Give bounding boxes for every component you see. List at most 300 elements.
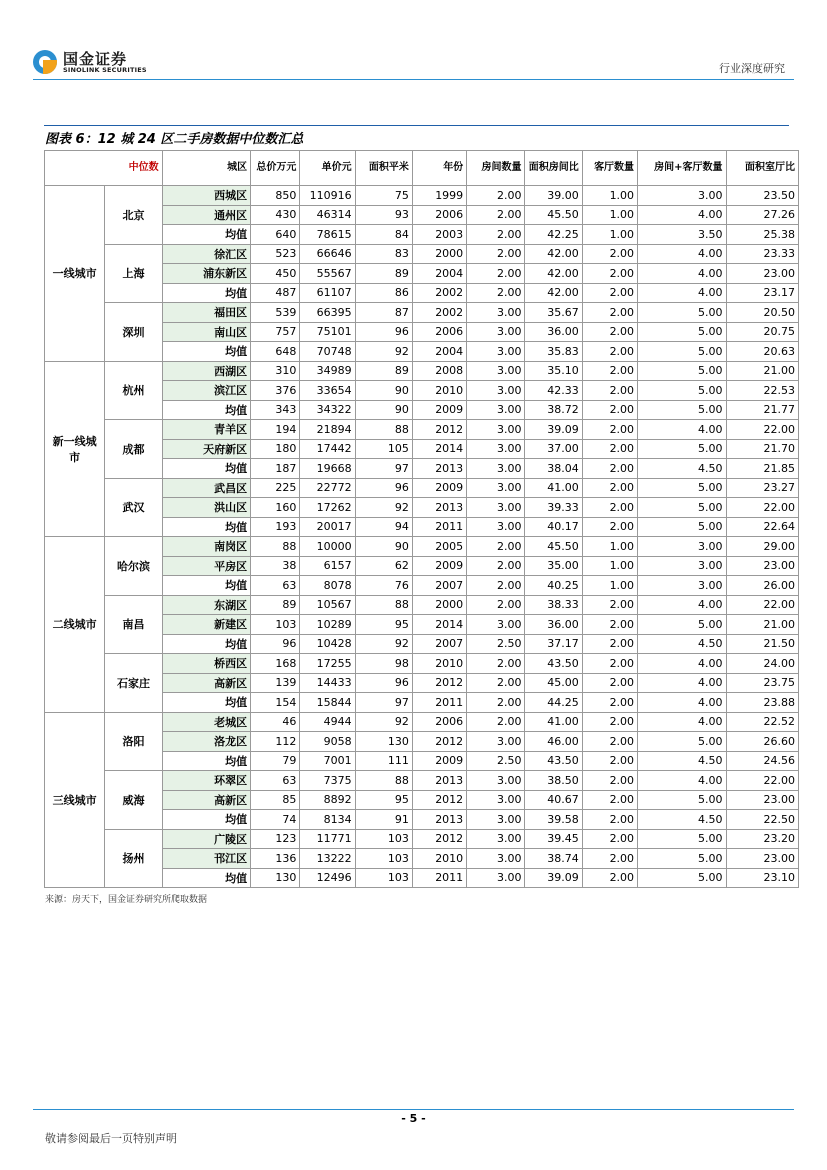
value-cell: 2.00 [582, 342, 637, 362]
table-row [45, 771, 799, 791]
value-cell: 2011 [412, 693, 466, 713]
value-cell: 2004 [412, 342, 466, 362]
header-total-price: 总价万元 [251, 151, 300, 186]
value-cell: 3.00 [467, 498, 525, 518]
value-cell: 36.00 [525, 322, 582, 342]
header-unit-price: 单价元 [300, 151, 355, 186]
value-cell: 4.00 [638, 595, 726, 615]
value-cell: 42.00 [525, 244, 582, 264]
district-cell: 邗江区 [162, 849, 250, 869]
district-cell: 西湖区 [162, 361, 250, 381]
table-row [45, 361, 799, 381]
value-cell: 2002 [412, 283, 466, 303]
value-cell: 523 [251, 244, 300, 264]
district-cell: 西城区 [162, 186, 250, 206]
value-cell: 39.09 [525, 868, 582, 888]
value-cell: 5.00 [638, 732, 726, 752]
value-cell: 640 [251, 225, 300, 245]
value-cell: 1.00 [582, 186, 637, 206]
city-label: 洛阳 [105, 712, 162, 771]
value-cell: 8134 [300, 810, 355, 830]
value-cell: 92 [355, 498, 412, 518]
value-cell: 5.00 [638, 400, 726, 420]
company-logo [33, 50, 153, 76]
value-cell: 20.50 [726, 303, 798, 323]
value-cell: 2003 [412, 225, 466, 245]
value-cell: 61107 [300, 283, 355, 303]
value-cell: 24.56 [726, 751, 798, 771]
value-cell: 42.25 [525, 225, 582, 245]
table-row [45, 537, 799, 557]
value-cell: 23.00 [726, 264, 798, 284]
value-cell: 2.00 [582, 264, 637, 284]
value-cell: 2.00 [467, 283, 525, 303]
value-cell: 22.52 [726, 712, 798, 732]
value-cell: 38 [251, 556, 300, 576]
value-cell: 2012 [412, 732, 466, 752]
value-cell: 2.00 [467, 225, 525, 245]
value-cell: 38.33 [525, 595, 582, 615]
value-cell: 22.64 [726, 517, 798, 537]
value-cell: 3.00 [467, 829, 525, 849]
value-cell: 90 [355, 400, 412, 420]
value-cell: 4.50 [638, 459, 726, 479]
source-note: 来源：房天下，国金证券研究所爬取数据 [45, 895, 208, 905]
value-cell: 3.00 [638, 537, 726, 557]
value-cell: 2009 [412, 556, 466, 576]
value-cell: 2013 [412, 498, 466, 518]
value-cell: 2.00 [582, 634, 637, 654]
value-cell: 26.00 [726, 576, 798, 596]
value-cell: 29.00 [726, 537, 798, 557]
value-cell: 3.00 [467, 400, 525, 420]
value-cell: 98 [355, 654, 412, 674]
value-cell: 2.00 [582, 771, 637, 791]
table-row [45, 478, 799, 498]
value-cell: 37.00 [525, 439, 582, 459]
value-cell: 3.00 [467, 868, 525, 888]
table-row [45, 420, 799, 440]
value-cell: 2009 [412, 751, 466, 771]
value-cell: 103 [251, 615, 300, 635]
district-cell: 青羊区 [162, 420, 250, 440]
value-cell: 46 [251, 712, 300, 732]
value-cell: 5.00 [638, 849, 726, 869]
value-cell: 1.00 [582, 225, 637, 245]
value-cell: 2.00 [582, 790, 637, 810]
value-cell: 5.00 [638, 322, 726, 342]
value-cell: 5.00 [638, 303, 726, 323]
header-divider [33, 79, 794, 80]
value-cell: 123 [251, 829, 300, 849]
value-cell: 94 [355, 517, 412, 537]
value-cell: 2010 [412, 381, 466, 401]
value-cell: 130 [251, 868, 300, 888]
value-cell: 83 [355, 244, 412, 264]
city-label: 上海 [105, 244, 162, 303]
value-cell: 37.17 [525, 634, 582, 654]
value-cell: 41.00 [525, 712, 582, 732]
value-cell: 23.00 [726, 790, 798, 810]
value-cell: 9058 [300, 732, 355, 752]
value-cell: 20.75 [726, 322, 798, 342]
value-cell: 79 [251, 751, 300, 771]
value-cell: 2.00 [467, 205, 525, 225]
value-cell: 2.00 [467, 654, 525, 674]
value-cell: 66646 [300, 244, 355, 264]
value-cell: 3.00 [467, 517, 525, 537]
city-label: 杭州 [105, 361, 162, 420]
value-cell: 4.00 [638, 205, 726, 225]
value-cell: 193 [251, 517, 300, 537]
value-cell: 85 [251, 790, 300, 810]
value-cell: 2.50 [467, 634, 525, 654]
district-cell: 桥西区 [162, 654, 250, 674]
value-cell: 2.00 [582, 283, 637, 303]
value-cell: 92 [355, 342, 412, 362]
value-cell: 2.00 [467, 244, 525, 264]
value-cell: 2.00 [467, 186, 525, 206]
value-cell: 5.00 [638, 829, 726, 849]
value-cell: 97 [355, 693, 412, 713]
value-cell: 45.00 [525, 673, 582, 693]
value-cell: 89 [355, 264, 412, 284]
value-cell: 5.00 [638, 615, 726, 635]
value-cell: 4.00 [638, 654, 726, 674]
value-cell: 89 [251, 595, 300, 615]
value-cell: 2.00 [582, 693, 637, 713]
value-cell: 4.00 [638, 673, 726, 693]
value-cell: 2.00 [582, 517, 637, 537]
value-cell: 23.33 [726, 244, 798, 264]
city-label: 成都 [105, 420, 162, 479]
value-cell: 38.04 [525, 459, 582, 479]
value-cell: 34322 [300, 400, 355, 420]
value-cell: 4.00 [638, 283, 726, 303]
value-cell: 539 [251, 303, 300, 323]
value-cell: 487 [251, 283, 300, 303]
district-cell: 高新区 [162, 790, 250, 810]
value-cell: 23.27 [726, 478, 798, 498]
value-cell: 111 [355, 751, 412, 771]
value-cell: 3.00 [467, 439, 525, 459]
district-cell: 均值 [162, 751, 250, 771]
value-cell: 24.00 [726, 654, 798, 674]
value-cell: 95 [355, 615, 412, 635]
value-cell: 2.00 [467, 537, 525, 557]
value-cell: 2.00 [467, 264, 525, 284]
value-cell: 2.00 [582, 244, 637, 264]
city-label: 哈尔滨 [105, 537, 162, 596]
value-cell: 5.00 [638, 439, 726, 459]
logo-mark-icon [33, 50, 57, 74]
value-cell: 4.00 [638, 693, 726, 713]
value-cell: 90 [355, 537, 412, 557]
value-cell: 450 [251, 264, 300, 284]
value-cell: 3.00 [638, 556, 726, 576]
city-label: 武汉 [105, 478, 162, 537]
district-cell: 老城区 [162, 712, 250, 732]
value-cell: 2009 [412, 478, 466, 498]
district-cell: 均值 [162, 342, 250, 362]
value-cell: 168 [251, 654, 300, 674]
value-cell: 22.00 [726, 595, 798, 615]
value-cell: 5.00 [638, 342, 726, 362]
tier-label: 一线城市 [45, 186, 105, 362]
value-cell: 2014 [412, 439, 466, 459]
district-cell: 均值 [162, 459, 250, 479]
value-cell: 2.00 [582, 303, 637, 323]
value-cell: 3.00 [467, 303, 525, 323]
value-cell: 43.50 [525, 751, 582, 771]
value-cell: 2.00 [582, 732, 637, 752]
value-cell: 3.50 [638, 225, 726, 245]
value-cell: 2013 [412, 771, 466, 791]
value-cell: 66395 [300, 303, 355, 323]
value-cell: 110916 [300, 186, 355, 206]
value-cell: 2.00 [467, 595, 525, 615]
value-cell: 2012 [412, 673, 466, 693]
value-cell: 86 [355, 283, 412, 303]
value-cell: 27.26 [726, 205, 798, 225]
value-cell: 17442 [300, 439, 355, 459]
value-cell: 92 [355, 634, 412, 654]
value-cell: 5.00 [638, 517, 726, 537]
district-cell: 新建区 [162, 615, 250, 635]
value-cell: 1999 [412, 186, 466, 206]
header-living-room-count: 客厅数量 [582, 151, 637, 186]
table-header-row [45, 151, 799, 186]
value-cell: 7001 [300, 751, 355, 771]
value-cell: 38.50 [525, 771, 582, 791]
value-cell: 180 [251, 439, 300, 459]
value-cell: 44.25 [525, 693, 582, 713]
table-row [45, 595, 799, 615]
value-cell: 2.50 [467, 751, 525, 771]
value-cell: 2.00 [467, 712, 525, 732]
value-cell: 46314 [300, 205, 355, 225]
value-cell: 3.00 [467, 361, 525, 381]
value-cell: 2011 [412, 868, 466, 888]
value-cell: 8892 [300, 790, 355, 810]
value-cell: 850 [251, 186, 300, 206]
district-cell: 均值 [162, 517, 250, 537]
value-cell: 139 [251, 673, 300, 693]
value-cell: 96 [355, 478, 412, 498]
value-cell: 39.45 [525, 829, 582, 849]
value-cell: 2.00 [582, 849, 637, 869]
value-cell: 78615 [300, 225, 355, 245]
value-cell: 103 [355, 829, 412, 849]
housing-median-table [44, 150, 799, 888]
value-cell: 2.00 [582, 654, 637, 674]
value-cell: 23.00 [726, 556, 798, 576]
district-cell: 广陵区 [162, 829, 250, 849]
value-cell: 2010 [412, 654, 466, 674]
header-area-room-ratio: 面积房间比 [525, 151, 582, 186]
value-cell: 45.50 [525, 205, 582, 225]
value-cell: 2.00 [582, 615, 637, 635]
chart-title: 图表 6：12 城 24 区二手房数据中位数汇总 [45, 132, 304, 147]
header-corner: 中位数 [45, 151, 163, 186]
title-divider [44, 125, 789, 126]
value-cell: 23.10 [726, 868, 798, 888]
district-cell: 福田区 [162, 303, 250, 323]
value-cell: 10000 [300, 537, 355, 557]
value-cell: 41.00 [525, 478, 582, 498]
value-cell: 12496 [300, 868, 355, 888]
value-cell: 2.00 [582, 498, 637, 518]
value-cell: 88 [251, 537, 300, 557]
district-cell: 南岗区 [162, 537, 250, 557]
value-cell: 2.00 [582, 322, 637, 342]
value-cell: 88 [355, 595, 412, 615]
value-cell: 2.00 [582, 420, 637, 440]
district-cell: 天府新区 [162, 439, 250, 459]
value-cell: 35.67 [525, 303, 582, 323]
district-cell: 浦东新区 [162, 264, 250, 284]
district-cell: 东湖区 [162, 595, 250, 615]
district-cell: 均值 [162, 868, 250, 888]
value-cell: 93 [355, 205, 412, 225]
value-cell: 42.00 [525, 283, 582, 303]
value-cell: 5.00 [638, 790, 726, 810]
value-cell: 39.00 [525, 186, 582, 206]
value-cell: 21.77 [726, 400, 798, 420]
value-cell: 3.00 [467, 849, 525, 869]
value-cell: 84 [355, 225, 412, 245]
value-cell: 225 [251, 478, 300, 498]
value-cell: 3.00 [467, 381, 525, 401]
value-cell: 33654 [300, 381, 355, 401]
value-cell: 2.00 [582, 829, 637, 849]
district-cell: 环翠区 [162, 771, 250, 791]
value-cell: 90 [355, 381, 412, 401]
value-cell: 2013 [412, 459, 466, 479]
value-cell: 17255 [300, 654, 355, 674]
value-cell: 74 [251, 810, 300, 830]
value-cell: 2006 [412, 322, 466, 342]
value-cell: 23.50 [726, 186, 798, 206]
value-cell: 136 [251, 849, 300, 869]
value-cell: 130 [355, 732, 412, 752]
value-cell: 22.53 [726, 381, 798, 401]
value-cell: 40.25 [525, 576, 582, 596]
value-cell: 21.85 [726, 459, 798, 479]
value-cell: 2012 [412, 829, 466, 849]
value-cell: 19668 [300, 459, 355, 479]
table-row [45, 303, 799, 323]
value-cell: 45.50 [525, 537, 582, 557]
value-cell: 154 [251, 693, 300, 713]
table-row [45, 244, 799, 264]
district-cell: 均值 [162, 576, 250, 596]
value-cell: 39.58 [525, 810, 582, 830]
value-cell: 23.75 [726, 673, 798, 693]
value-cell: 2002 [412, 303, 466, 323]
value-cell: 42.00 [525, 264, 582, 284]
value-cell: 1.00 [582, 576, 637, 596]
value-cell: 3.00 [467, 342, 525, 362]
value-cell: 2.00 [582, 459, 637, 479]
value-cell: 76 [355, 576, 412, 596]
value-cell: 23.00 [726, 849, 798, 869]
city-label: 威海 [105, 771, 162, 830]
report-type: 行业深度研究 [719, 62, 785, 75]
value-cell: 2014 [412, 615, 466, 635]
value-cell: 648 [251, 342, 300, 362]
district-cell: 平房区 [162, 556, 250, 576]
value-cell: 25.38 [726, 225, 798, 245]
value-cell: 40.67 [525, 790, 582, 810]
district-cell: 均值 [162, 634, 250, 654]
value-cell: 23.88 [726, 693, 798, 713]
table-body [45, 186, 799, 888]
value-cell: 21.70 [726, 439, 798, 459]
value-cell: 36.00 [525, 615, 582, 635]
value-cell: 310 [251, 361, 300, 381]
value-cell: 2.00 [582, 595, 637, 615]
value-cell: 63 [251, 576, 300, 596]
value-cell: 1.00 [582, 556, 637, 576]
value-cell: 2006 [412, 205, 466, 225]
value-cell: 5.00 [638, 478, 726, 498]
value-cell: 3.00 [638, 186, 726, 206]
district-cell: 均值 [162, 810, 250, 830]
district-cell: 均值 [162, 225, 250, 245]
value-cell: 91 [355, 810, 412, 830]
value-cell: 3.00 [467, 771, 525, 791]
district-cell: 滨江区 [162, 381, 250, 401]
header-year: 年份 [412, 151, 466, 186]
value-cell: 3.00 [467, 615, 525, 635]
value-cell: 75101 [300, 322, 355, 342]
value-cell: 2007 [412, 634, 466, 654]
value-cell: 22772 [300, 478, 355, 498]
value-cell: 194 [251, 420, 300, 440]
value-cell: 2.00 [582, 868, 637, 888]
value-cell: 4944 [300, 712, 355, 732]
district-cell: 洛龙区 [162, 732, 250, 752]
value-cell: 39.33 [525, 498, 582, 518]
value-cell: 2.00 [582, 751, 637, 771]
value-cell: 89 [355, 361, 412, 381]
page-header [0, 0, 827, 80]
value-cell: 95 [355, 790, 412, 810]
value-cell: 20017 [300, 517, 355, 537]
table-row [45, 829, 799, 849]
city-label: 扬州 [105, 829, 162, 888]
value-cell: 26.60 [726, 732, 798, 752]
value-cell: 14433 [300, 673, 355, 693]
value-cell: 13222 [300, 849, 355, 869]
value-cell: 21.50 [726, 634, 798, 654]
value-cell: 2004 [412, 264, 466, 284]
value-cell: 22.00 [726, 498, 798, 518]
value-cell: 2.00 [582, 361, 637, 381]
value-cell: 5.00 [638, 498, 726, 518]
value-cell: 2013 [412, 810, 466, 830]
value-cell: 2.00 [582, 712, 637, 732]
value-cell: 96 [355, 673, 412, 693]
disclaimer: 敬请参阅最后一页特别声明 [45, 1132, 177, 1145]
value-cell: 23.17 [726, 283, 798, 303]
value-cell: 87 [355, 303, 412, 323]
city-label: 南昌 [105, 595, 162, 654]
value-cell: 757 [251, 322, 300, 342]
logo-chinese-name: 国金证券 [63, 50, 128, 68]
value-cell: 38.74 [525, 849, 582, 869]
